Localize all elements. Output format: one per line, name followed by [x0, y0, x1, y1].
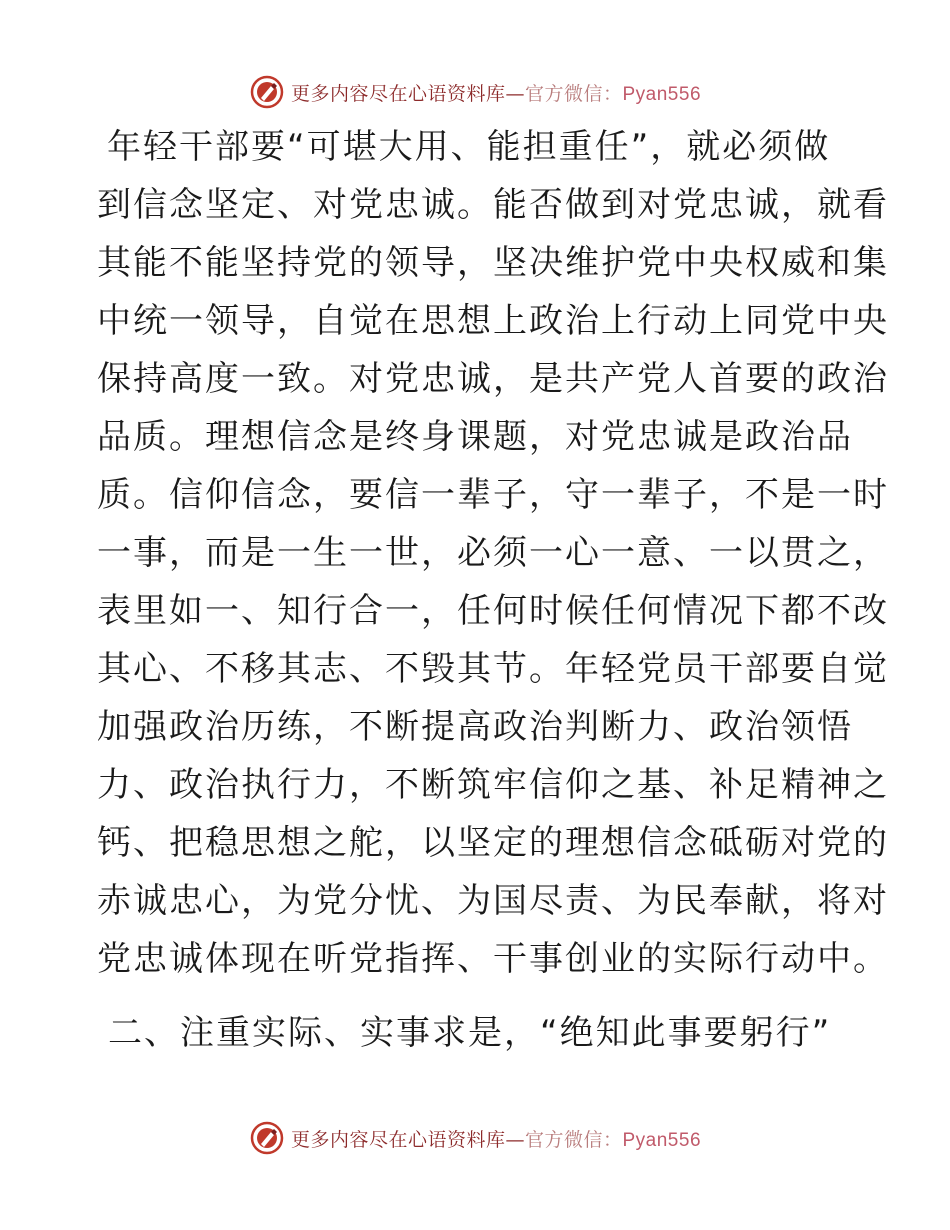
watermark-text: 更多内容尽在心语资料库—官方微信：Pyan556: [290, 1128, 702, 1151]
paragraph-line: 力、政治执行力，不断筑牢信仰之基、补足精神之: [97, 765, 889, 805]
paragraph-line: 保持高度一致。对党忠诚，是共产党人首要的政治: [97, 359, 889, 399]
section-heading: 二、注重实际、实事求是，“绝知此事要躬行”: [108, 1013, 832, 1053]
paragraph-line: 年轻干部要“可堪大用、能担重任”，就必须做: [107, 127, 831, 167]
paragraph-line: 一事，而是一生一世，必须一心一意、一以贯之，: [97, 533, 889, 573]
paragraph-line: 品质。理想信念是终身课题，对党忠诚是政治品: [97, 417, 853, 457]
paragraph-line: 其能不能坚持党的领导，坚决维护党中央权威和集: [97, 243, 889, 283]
paragraph-line: 钙、把稳思想之舵，以坚定的理想信念砥砺对党的: [97, 823, 889, 863]
pen-logo-icon: [249, 74, 285, 110]
body-paragraph: [97, 118, 889, 988]
paragraph-line: 加强政治历练，不断提高政治判断力、政治领悟: [97, 707, 853, 747]
paragraph-line: 赤诚忠心，为党分忧、为国尽责、为民奉献，将对: [97, 881, 889, 921]
paragraph-line: 党忠诚体现在听党指挥、干事创业的实际行动中。: [97, 939, 889, 979]
watermark-text: 更多内容尽在心语资料库—官方微信：Pyan556: [290, 82, 702, 105]
header-watermark: [0, 72, 950, 112]
paragraph-line: 表里如一、知行合一，任何时候任何情况下都不改: [97, 591, 889, 631]
paragraph-line: 中统一领导，自觉在思想上政治上行动上同党中央: [97, 301, 889, 341]
footer-watermark: [0, 1118, 950, 1158]
paragraph-line: 其心、不移其志、不毁其节。年轻党员干部要自觉: [97, 649, 889, 689]
pen-logo-icon: [249, 1120, 285, 1156]
paragraph-line: 质。信仰信念，要信一辈子，守一辈子，不是一时: [97, 475, 889, 515]
paragraph-line: 到信念坚定、对党忠诚。能否做到对党忠诚，就看: [97, 185, 889, 225]
